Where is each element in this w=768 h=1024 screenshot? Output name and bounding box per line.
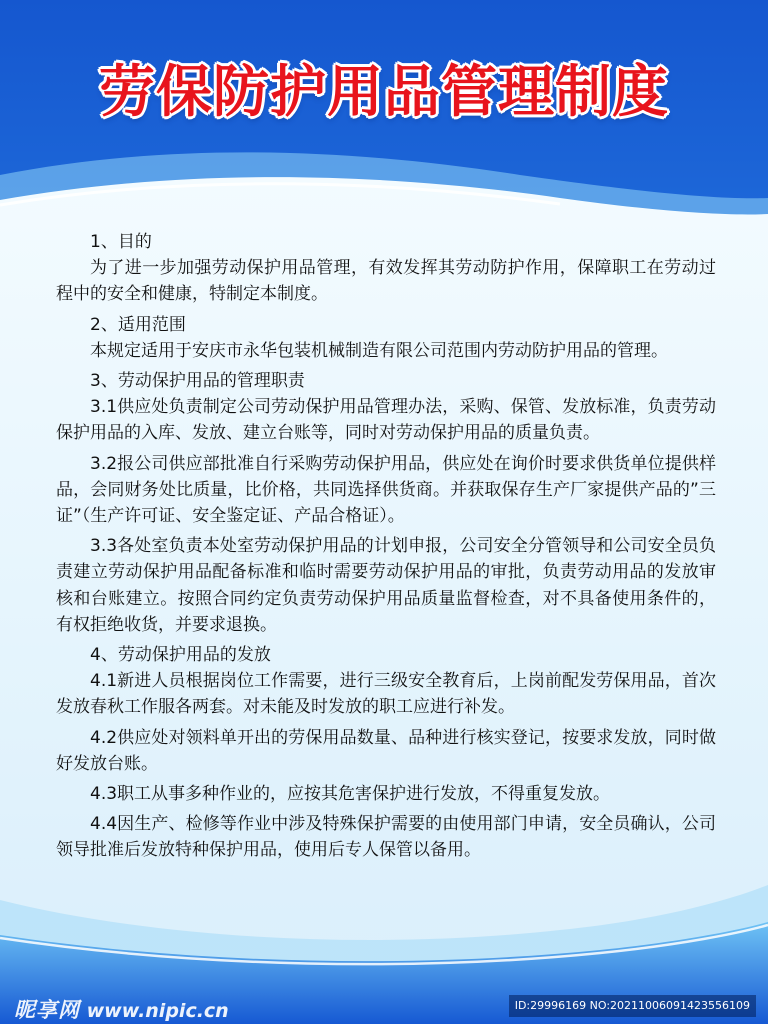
- watermark-site: www.nipic.cn: [86, 1000, 229, 1022]
- section-heading-issuance: 4、劳动保护用品的发放: [90, 645, 271, 666]
- paragraph: 4.2供应处对领料单开出的劳保用品数量、品种进行核实登记，按要求发放，同时做好发放台账。: [56, 727, 716, 774]
- section-heading-purpose: 1、目的: [90, 232, 152, 252]
- paragraph: 本规定适用于安庆市永华包装机械制造有限公司范围内劳动防护用品的管理。: [90, 340, 668, 361]
- paragraph: 4.4因生产、检修等作业中涉及特殊保护需要的由使用部门申请，安全员确认，公司领导批准后发放特种保护用品，使用后专人保管以备用。: [56, 814, 716, 861]
- paragraph: 3.3各处室负责本处室劳动保护用品的计划申报，公司安全分管领导和公司安全员负责建立劳动保护用品配备标准和临时需要劳动保护用品的审批，负责劳动用品的发放审核和台账建立。按照合同约定负责劳动保护用品质量监督检查，对不具备使用条件的，有权拒绝收货，并要求退换。: [56, 536, 716, 635]
- paragraph: 4.1新进人员根据岗位工作需要，进行三级安全教育后，上岗前配发劳保用品，首次发放春秋工作服各两套。对未能及时发放的职工应进行补发。: [56, 671, 716, 718]
- section-heading-scope: 2、适用范围: [90, 314, 186, 335]
- paragraph: 3.1供应处负责制定公司劳动保护用品管理办法，采购、保管、发放标准，负责劳动保护用品的入库、发放、建立台账等，同时对劳动保护用品的质量负责。: [56, 397, 716, 444]
- section-heading-duties: 3、劳动保护用品的管理职责: [90, 371, 305, 392]
- paragraph: 3.2报公司供应部批准自行采购劳动保护用品，供应处在询价时要求供货单位提供样品，会同财务处比质量，比价格，共同选择供货商。并获取保存生产厂家提供产品的”三证”（生产许可证、安全鉴定证、产品合格证）。: [56, 453, 716, 527]
- site-watermark: [14, 994, 229, 1024]
- paragraph: 为了进一步加强劳动保护用品管理，有效发挥其劳动防护作用，保障职工在劳动过程中的安全和健康，特制定本制度。: [56, 258, 716, 305]
- regulation-text: [56, 229, 716, 864]
- page-title: 劳保防护用品管理制度: [99, 60, 669, 125]
- image-id-label: ID:29996169 NO:20211006091423556109: [509, 995, 756, 1017]
- paragraph: 4.3职工从事多种作业的，应按其危害保护进行发放，不得重复发放。: [90, 784, 611, 805]
- watermark-logo: 昵享网: [14, 998, 80, 1022]
